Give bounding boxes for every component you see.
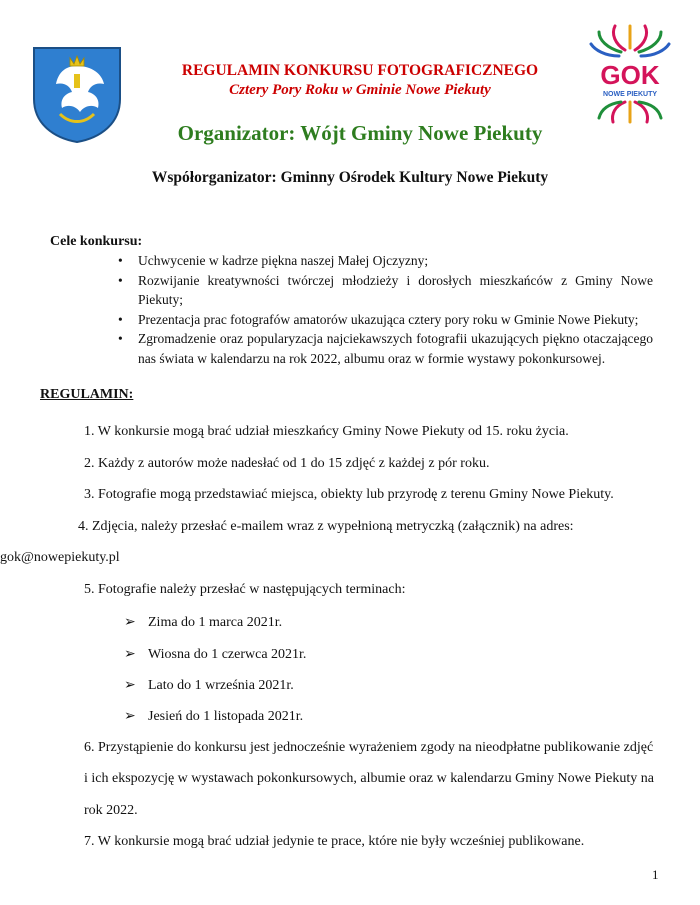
goal-item: • Prezentacja prac fotografów amatorów ukazująca cztery pory roku w Gminie Nowe Piekuty; — [118, 310, 653, 330]
organizer-heading: Organizator: Wójt Gminy Nowe Piekuty — [177, 121, 543, 145]
rule-7: 7. W konkursie mogą brać udział jedynie te prace, które nie były wcześniej publikowane. — [84, 834, 585, 849]
gok-logo — [585, 18, 675, 126]
goal-item: • Rozwijanie kreatywności twórczej młodzieży i dorosłych mieszkańców z Gminy Nowe Piekuty; — [118, 271, 653, 310]
rule-3: 3. Fotografie mogą przedstawiać miejsca, obiekty lub przyrodę z terenu Gminy Nowe Piekuty. — [84, 487, 614, 502]
rule-1: 1. W konkursie mogą brać udział mieszkańcy Gminy Nowe Piekuty od 15. roku życia. — [84, 424, 569, 439]
coat-of-arms-logo — [30, 44, 124, 144]
rule-5: 5. Fotografie należy przesłać w następujących terminach: — [84, 582, 406, 597]
deadline-item: ➢ Zima do 1 marca 2021r. — [124, 615, 283, 630]
arrow-bullet-icon: ➢ — [124, 678, 136, 693]
rule-6-line-1: 6. Przystąpienie do konkursu jest jednocześnie wyrażeniem zgody na nieodpłatne publikowanie zdjęć — [84, 740, 654, 755]
coorganizer-heading: Współorganizator: Gminny Ośrodek Kultury Nowe Piekuty — [151, 169, 549, 186]
goal-item: • Uchwycenie w kadrze piękna naszej Małej Ojczyzny; — [118, 251, 653, 271]
deadline-item: ➢ Jesień do 1 listopada 2021r. — [124, 709, 304, 724]
gok-logo-text: GOK — [600, 60, 660, 90]
rule-6-line-3: rok 2022. — [84, 803, 138, 818]
arrow-bullet-icon: ➢ — [124, 647, 136, 662]
rule-6-line-2: i ich ekspozycję w wystawach pokonkursowych, albumie oraz w kalendarzu Gminy Nowe Piekuty na — [84, 771, 654, 786]
goals-list — [118, 251, 653, 368]
goals-heading: Cele konkursu: — [50, 234, 143, 249]
contact-email: gok@nowepiekuty.pl — [0, 550, 120, 565]
deadline-item: ➢ Wiosna do 1 czerwca 2021r. — [124, 647, 307, 662]
rules-heading: REGULAMIN: — [40, 387, 134, 402]
arrow-bullet-icon: ➢ — [124, 709, 136, 724]
page-number: 1 — [652, 867, 659, 882]
rule-4: 4. Zdjęcia, należy przesłać e-mailem wraz z wypełnioną metryczką (załącznik) na adres: — [78, 519, 574, 534]
goal-item: • Zgromadzenie oraz popularyzacja najciekawszych fotografii ukazujących piękno otaczającego nas świata w kalendarzu na rok 2022, albumu oraz w formie wystawy pokonkursowej. — [118, 329, 653, 368]
deadline-item: ➢ Lato do 1 września 2021r. — [124, 678, 294, 693]
arrow-bullet-icon: ➢ — [124, 615, 136, 630]
rule-2: 2. Każdy z autorów może nadesłać od 1 do 15 zdjęć z każdej z pór roku. — [84, 456, 490, 471]
contest-subtitle: Cztery Pory Roku w Gminie Nowe Piekuty — [229, 82, 491, 98]
contest-title: REGULAMIN KONKURSU FOTOGRAFICZNEGO — [181, 62, 539, 79]
gok-logo-subtext: NOWE PIEKUTY — [602, 91, 658, 98]
